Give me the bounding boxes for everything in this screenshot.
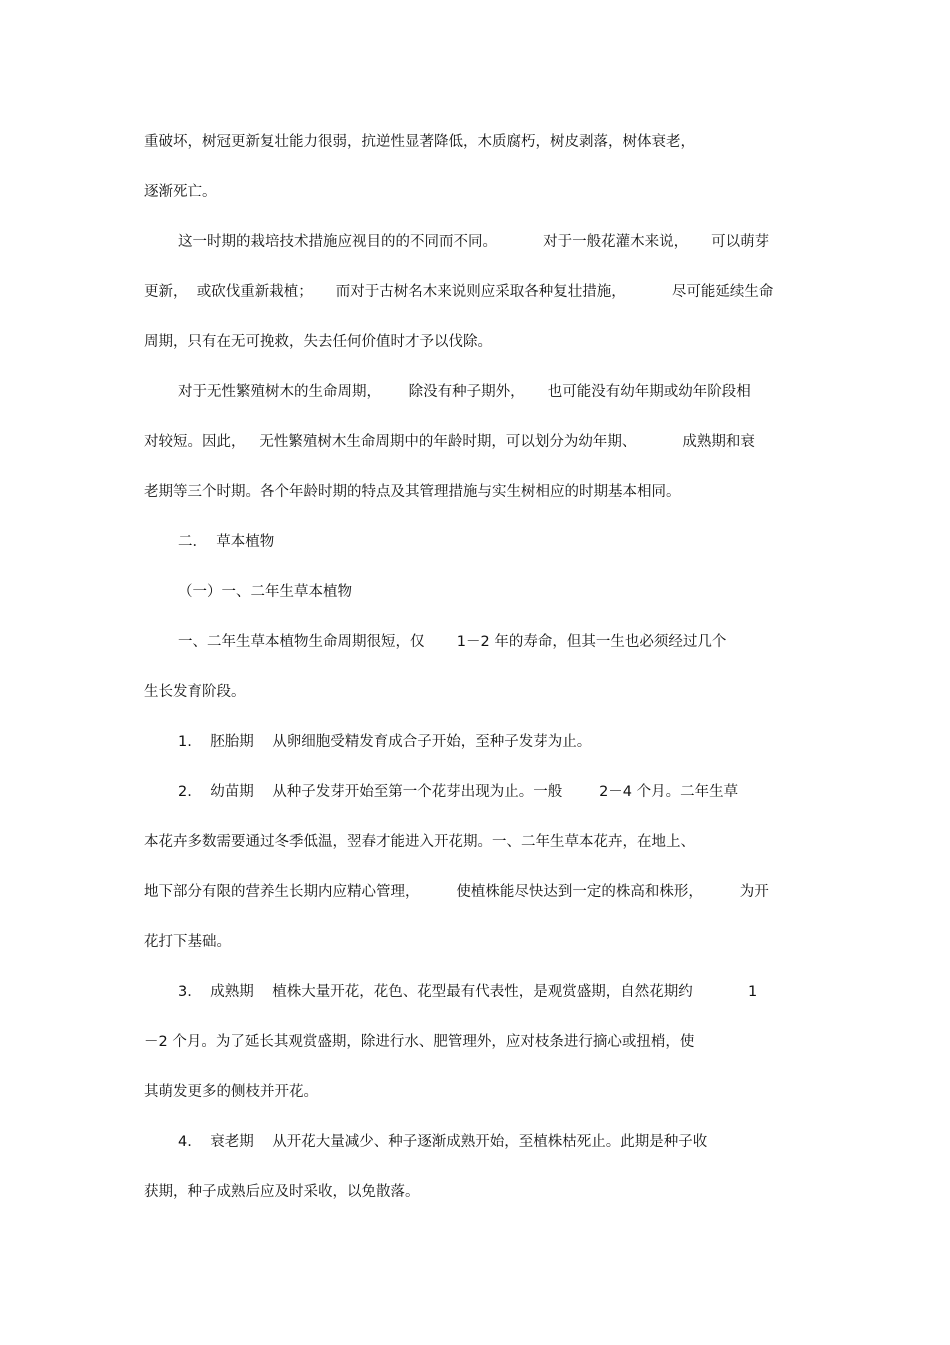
text-line: 更新， 或砍伐重新栽植； 而对于古树名木来说则应采取各种复壮措施， 尽可能延续生命 [144,284,774,300]
text-line: 其萌发更多的侧枝并开花。 [144,1084,318,1100]
list-item: 4. 衰老期 从开花大量减少、种子逐渐成熟开始，至植株枯死止。此期是种子收 [178,1134,708,1150]
text-line: 周期，只有在无可挽救，失去任何价值时才予以伐除。 [144,334,492,350]
text-line: 对于无性繁殖树木的生命周期， 除没有种子期外， 也可能没有幼年期或幼年阶段相 [178,384,751,400]
list-item: 1. 胚胎期 从卵细胞受精发育成合子开始，至种子发芽为止。 [178,734,592,750]
section-heading: 二． 草本植物 [178,534,275,550]
text-line: 对较短。因此， 无性繁殖树木生命周期中的年龄时期，可以划分为幼年期、 成熟期和衰 [144,434,755,450]
text-line: 生长发育阶段。 [144,684,246,700]
text-line: 获期，种子成熟后应及时采收，以免散落。 [144,1184,420,1200]
text-line: －2 个月。为了延长其观赏盛期，除进行水、肥管理外，应对枝条进行摘心或扭梢，使 [144,1034,695,1050]
text-line: 花打下基础。 [144,934,231,950]
text-line: 一、二年生草本植物生命周期很短，仅 1－2 年的寿命，但其一生也必须经过几个 [178,634,727,650]
text-line: 这一时期的栽培技术措施应视目的的不同而不同。 对于一般花灌木来说， 可以萌芽 [178,234,770,250]
subsection-heading: （一）一、二年生草本植物 [178,584,352,600]
text-line: 老期等三个时期。各个年龄时期的特点及其管理措施与实生树相应的时期基本相同。 [144,484,681,500]
list-item: 2. 幼苗期 从种子发芽开始至第一个花芽出现为止。一般 2－4 个月。二年生草 [178,784,739,800]
list-item: 3. 成熟期 植株大量开花，花色、花型最有代表性，是观赏盛期，自然花期约 1 [178,984,758,1000]
text-line: 重破坏，树冠更新复壮能力很弱，抗逆性显著降低，木质腐朽，树皮剥落，树体衰老， [144,134,695,150]
text-line: 本花卉多数需要通过冬季低温，翌春才能进入开花期。一、二年生草本花卉，在地上、 [144,834,695,850]
text-line: 逐渐死亡。 [144,184,217,200]
text-line: 地下部分有限的营养生长期内应精心管理， 使植株能尽快达到一定的株高和株形， 为开 [144,884,769,900]
